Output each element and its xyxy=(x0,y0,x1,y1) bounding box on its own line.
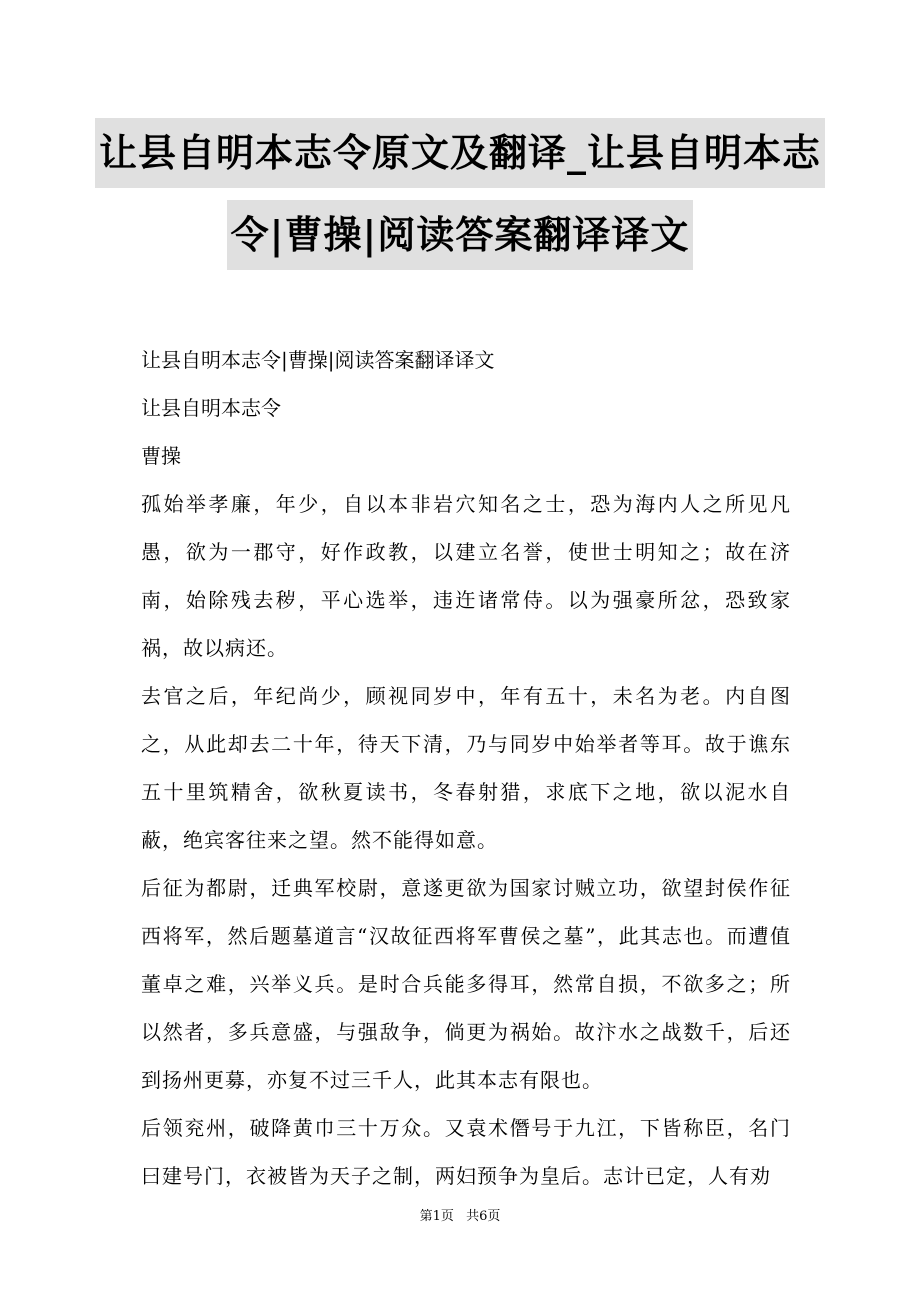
paragraph: 孤始举孝廉，年少，自以本非岩穴知名之士，恐为海内人之所见凡愚，欲为一郡守，好作政教，以建立名誉，使世士明知之；故在济南，始除残去秽，平心选举，违迕诸常侍。以为强豪所忿，恐致家祸，故以病还。 xyxy=(141,492,791,660)
title-line-1: 让县自明本志令原文及翻译_让县自明本志 xyxy=(95,118,825,188)
document-title xyxy=(0,118,920,270)
page-number: 第1页 xyxy=(419,1209,454,1224)
paragraph: 后领兖州，破降黄巾三十万众。又袁术僭号于九江，下皆称臣，名门曰建号门，衣被皆为天子之制，两妇预争为皇后。志计已定，人有劝 xyxy=(141,1116,791,1188)
page-footer xyxy=(0,1205,920,1224)
page-total: 共6页 xyxy=(466,1209,501,1224)
subtitle: 让县自明本志令|曹操|阅读答案翻译译文 xyxy=(141,348,495,372)
paragraph: 去官之后，年纪尚少，顾视同岁中，年有五十，未名为老。内自图之，从此却去二十年，待天下清，乃与同岁中始举者等耳。故于谯东五十里筑精舍，欲秋夏读书，冬春射猎，求底下之地，欲以泥水自蔽，绝宾客往来之望。然不能得如意。 xyxy=(141,684,791,852)
paragraph: 后征为都尉，迁典军校尉，意遂更欲为国家讨贼立功，欲望封侯作征西将军，然后题墓道言“汉故征西将军曹侯之墓”，此其志也。而遭值董卓之难，兴举义兵。是时合兵能多得耳，然常自损，不欲多之；所以然者，多兵意盛，与强敌争，倘更为祸始。故汴水之战数千，后还到扬州更募，亦复不过三千人，此其本志有限也。 xyxy=(141,876,791,1092)
author: 曹操 xyxy=(141,444,181,468)
document-body xyxy=(141,336,791,1200)
work-title: 让县自明本志令 xyxy=(141,396,281,420)
title-line-2: 令|曹操|阅读答案翻译译文 xyxy=(227,200,694,270)
